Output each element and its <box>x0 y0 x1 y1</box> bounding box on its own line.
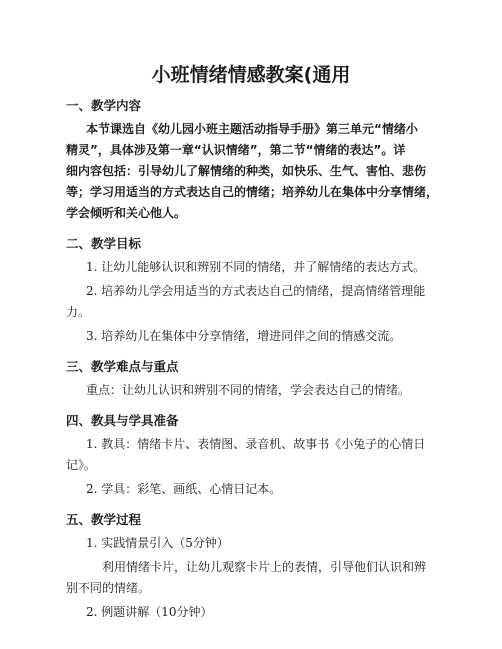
list-item: 3. 培养幼儿在集体中分享情绪，增进同伴之间的情感交流。 <box>86 329 402 343</box>
paragraph-line: 等；学习用适当的方式表达自己的情绪；培养幼儿在集体中分享情绪， <box>66 185 439 199</box>
list-item: 1. 教具：情绪卡片、表情图、录音机、故事书《小兔子的心情日 <box>86 437 426 451</box>
paragraph-line: 本节课选自《幼儿园小班主题活动指导手册》第三单元“情绪小 <box>86 122 418 136</box>
list-item: 1. 实践情景引入（5分钟） <box>86 536 229 550</box>
list-item-continuation: 记》。 <box>66 458 97 472</box>
section-heading-process: 五、教学过程 <box>66 512 142 527</box>
paragraph-line: 重点：让幼儿认识和辨别不同的情绪，学会表达自己的情绪。 <box>86 383 411 397</box>
paragraph-line: 别不同的情绪。 <box>66 581 151 595</box>
list-item: 2. 例题讲解（10分钟） <box>86 605 213 619</box>
section-heading-content: 一、教学内容 <box>66 98 142 113</box>
section-heading-goals: 二、教学目标 <box>66 236 142 251</box>
paragraph-line: 利用情绪卡片，让幼儿观察卡片上的表情，引导他们认识和辨 <box>102 560 427 574</box>
list-item: 1. 让幼儿能够认识和辨别不同的情绪，并了解情绪的表达方式。 <box>86 260 426 274</box>
list-item: 2. 学具：彩笔、画纸、心情日记本。 <box>86 482 282 496</box>
section-heading-key-points: 三、教学难点与重点 <box>66 359 179 374</box>
paragraph-line: 细内容包括：引导幼儿了解情绪的种类，如快乐、生气、害怕、悲伤 <box>66 164 427 178</box>
page-title: 小班情绪情感教案(通用 <box>151 64 351 86</box>
list-item-continuation: 力。 <box>66 305 91 319</box>
list-item: 2. 培养幼儿学会用适当的方式表达自己的情绪，提高情绪管理能 <box>86 284 426 298</box>
paragraph-line: 精灵”，具体涉及第一章“认识情绪”，第二节“情绪的表达”。详 <box>66 143 406 157</box>
section-heading-materials: 四、教具与学具准备 <box>66 413 179 428</box>
paragraph-line: 学会倾听和关心他人。 <box>66 206 187 220</box>
